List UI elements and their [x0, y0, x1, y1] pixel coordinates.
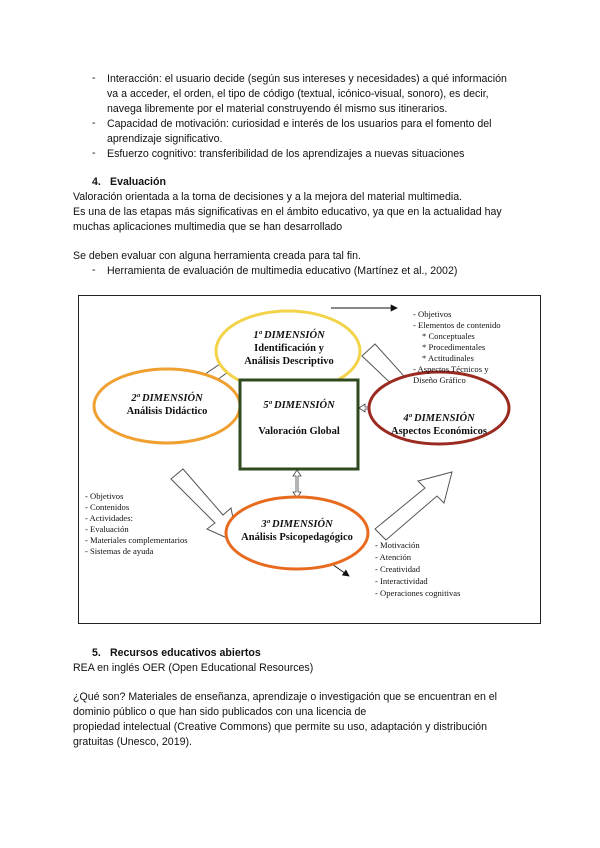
bullet-dash: - [92, 72, 96, 84]
bullet-text-line: Interacción: el usuario decide (según sus intereses y necesidades) a qué información [107, 73, 507, 85]
list-item: - Materiales complementarios [85, 535, 188, 545]
paragraph-line: REA en inglés OER (Open Educational Resources) [73, 662, 314, 674]
dim4-ordinal: 4ª DIMENSIÓN [403, 413, 475, 424]
dim2-line1: Análisis Didáctico [126, 406, 208, 417]
paragraph-line: Se deben evaluar con alguna herramienta creada para tal fin. [73, 250, 361, 262]
dim3-label [232, 518, 362, 544]
section-number: 5. [92, 647, 101, 659]
section-title: Recursos educativos abiertos [110, 647, 261, 659]
list-item: - Aspectos Técnicos y [413, 364, 489, 374]
bullet-text-line: navega libremente por el material construyendo él mismo sus itinerarios. [107, 103, 448, 115]
list-item: - Contenidos [85, 502, 130, 512]
list-item: - Elementos de contenido [413, 320, 501, 330]
paragraph-line: muchas aplicaciones multimedia que se han desarrollado [73, 221, 343, 233]
section-title: Evaluación [110, 176, 166, 188]
list-item: * Conceptuales [422, 331, 475, 341]
bullet-text-line: va a acceder, el orden, el tipo de código (textual, icónico-visual, sonoro), es decir, [107, 88, 489, 100]
paragraph-line: propiedad intelectual (Creative Commons) que permite su uso, adaptación y distribución [73, 721, 487, 733]
paragraph-line: Valoración orientada a la toma de decisiones y a la mejora del material multimedia. [73, 191, 463, 203]
list-item: - Motivación [375, 540, 420, 550]
paragraph-line: gratuitas (Unesco, 2019). [73, 736, 192, 748]
list-item: - Sistemas de ayuda [85, 546, 154, 556]
list-item: - Interactividad [375, 576, 428, 586]
dim2-label [105, 392, 229, 418]
dim4-label [374, 412, 504, 438]
double-arrow-down [293, 470, 301, 498]
dim5-label [240, 393, 358, 445]
paragraph-line: ¿Qué son? Materiales de enseñanza, aprendizaje o investigación que se encuentran en el [73, 691, 498, 703]
dim3-line1: Análisis Psicopedagógico [241, 532, 353, 543]
bullet-dash: - [92, 264, 96, 276]
bullet-dash: - [92, 117, 96, 129]
evaluation-diagram [78, 295, 541, 624]
list-item: * Procedimentales [422, 342, 486, 352]
bullet-dash: - [92, 147, 96, 159]
dim2-ordinal: 2ª DIMENSIÓN [131, 393, 203, 404]
dim4-line1: Aspectos Económicos [391, 426, 487, 437]
section-number: 4. [92, 176, 101, 188]
dim5-line1: Valoración Global [258, 426, 340, 437]
dim5-ordinal: 5ª DIMENSIÓN [263, 400, 335, 411]
block-arrow-dim3-to-dim4 [375, 472, 452, 540]
dim1-label [228, 329, 350, 368]
dim1-line1: Identificación y [254, 343, 324, 354]
bullet-text-line: Capacidad de motivación: curiosidad e interés de los usuarios para el fomento del [107, 118, 492, 130]
list-item: - Operaciones cognitivas [375, 588, 461, 598]
bullet-text-line: Herramienta de evaluación de multimedia educativo (Martínez et al., 2002) [107, 265, 458, 277]
dim1-ordinal: 1ª DIMENSIÓN [253, 330, 325, 341]
list-item: - Objetivos [413, 309, 452, 319]
list-item: - Atención [375, 552, 412, 562]
bullet-text-line: Esfuerzo cognitivo: transferibilidad de los aprendizajes a nuevas situaciones [107, 148, 465, 160]
list-item: - Actividades: [85, 513, 133, 523]
bullet-text-line: aprendizaje significativo. [107, 133, 223, 145]
list-item: - Evaluación [85, 524, 129, 534]
paragraph-line: dominio público o que han sido publicados con una licencia de [73, 706, 367, 718]
list-item: Diseño Gráfico [413, 375, 466, 385]
list-item: * Actitudinales [422, 353, 474, 363]
list-item: - Creatividad [375, 564, 421, 574]
dim1-line2: Análisis Descriptivo [244, 356, 334, 367]
paragraph-line: Es una de las etapas más significativas en el ámbito educativo, ya que en la actualidad hay [73, 206, 502, 218]
dim3-ordinal: 3ª DIMENSIÓN [261, 519, 333, 530]
list-item: - Objetivos [85, 491, 124, 501]
